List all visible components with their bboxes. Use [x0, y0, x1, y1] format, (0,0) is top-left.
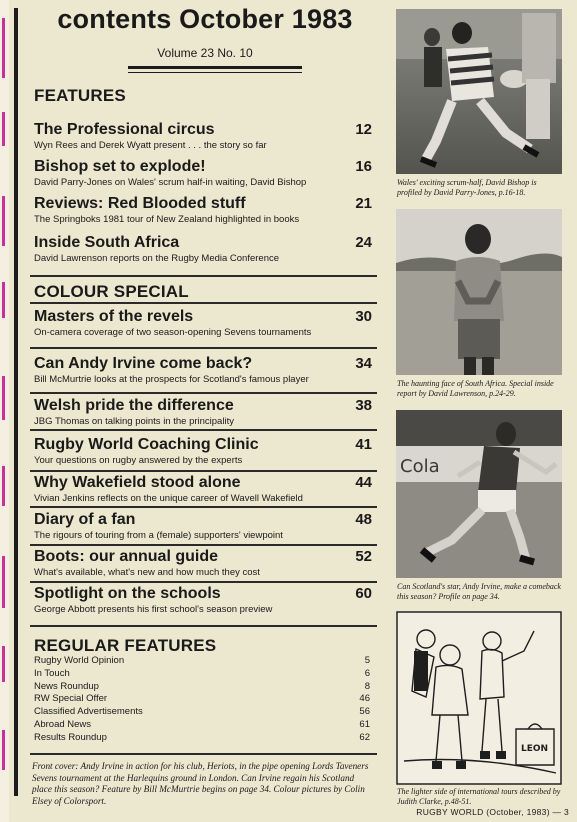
- contents-entry[interactable]: [34, 355, 372, 385]
- list-item[interactable]: [34, 693, 370, 706]
- section-divider: [30, 581, 377, 583]
- page-number: 21: [355, 195, 372, 212]
- item-label: Classified Advertisements: [34, 706, 143, 718]
- list-item[interactable]: [34, 655, 370, 668]
- item-label: RW Special Offer: [34, 693, 108, 705]
- entry-title: The Professional circus: [34, 121, 215, 138]
- contents-entry[interactable]: [34, 195, 372, 225]
- section-divider: [30, 544, 377, 546]
- contents-entry[interactable]: [34, 474, 372, 504]
- page-footer: RUGBY WORLD (October, 1983) — 3: [416, 807, 569, 817]
- page-number: 44: [355, 474, 372, 491]
- entry-description: The Springboks 1981 tour of New Zealand highlighted in books: [34, 214, 300, 225]
- entry-title: Why Wakefield stood alone: [34, 474, 241, 491]
- item-label: Results Roundup: [34, 731, 107, 743]
- page-number: 34: [355, 355, 372, 372]
- section-divider: [30, 302, 377, 304]
- contents-entry[interactable]: [34, 436, 372, 466]
- list-item[interactable]: [34, 719, 370, 732]
- page-number: 12: [355, 121, 372, 138]
- page-number: 61: [359, 718, 370, 730]
- page-title: contents October 1983: [57, 4, 353, 34]
- photo-andy-irvine: [396, 410, 562, 578]
- page-number: 56: [359, 706, 370, 718]
- page-number: 30: [355, 308, 372, 325]
- photo-caption: Can Scotland's star, Andy Irvine, make a comeback this season? Profile on page 34.: [397, 582, 561, 601]
- edge-color-mark: [2, 466, 5, 506]
- colour-special-heading: COLOUR SPECIAL: [34, 282, 189, 301]
- contents-entry[interactable]: [34, 308, 372, 338]
- edge-color-mark: [2, 196, 5, 246]
- photo-caption: The haunting face of South Africa. Special inside report by David Lawrenson, p.24-29.: [397, 379, 554, 398]
- contents-entry[interactable]: [34, 158, 372, 188]
- photo-caption: Wales' exciting scrum-half, David Bishop is profiled by David Parry-Jones, p.16-18.: [397, 178, 537, 197]
- entry-title: Bishop set to explode!: [34, 158, 206, 175]
- entry-description: David Parry-Jones on Wales' scrum half-in waiting, David Bishop: [34, 177, 307, 188]
- entry-description: JBG Thomas on talking points in the principality: [34, 416, 234, 427]
- section-divider: [30, 429, 377, 431]
- contents-entry[interactable]: [34, 234, 372, 264]
- page-number: 8: [364, 680, 370, 692]
- page-number: 6: [364, 667, 370, 679]
- page-number: 24: [355, 234, 372, 251]
- header-rule: [128, 72, 302, 73]
- page-number: 5: [364, 655, 370, 666]
- entry-title: Rugby World Coaching Clinic: [34, 436, 259, 453]
- contents-entry[interactable]: [34, 585, 372, 615]
- page-number: 62: [359, 731, 370, 743]
- entry-description: David Lawrenson reports on the Rugby Media Conference: [34, 253, 280, 264]
- page-number: 60: [355, 585, 372, 602]
- list-item[interactable]: [34, 681, 370, 694]
- volume-number: Volume 23 No. 10: [157, 46, 253, 60]
- edge-color-mark: [2, 282, 5, 318]
- list-item[interactable]: [34, 668, 370, 681]
- list-item[interactable]: [34, 706, 370, 719]
- edge-color-mark: [2, 18, 5, 78]
- vertical-rule: [14, 8, 18, 796]
- entry-title: Diary of a fan: [34, 511, 136, 528]
- section-divider: [30, 506, 377, 508]
- entry-description: On-camera coverage of two season-opening Sevens tournaments: [34, 327, 312, 338]
- entry-title: Boots: our annual guide: [34, 548, 218, 565]
- page-number: 38: [355, 397, 372, 414]
- item-label: Rugby World Opinion: [34, 655, 125, 666]
- edge-color-mark: [2, 730, 5, 770]
- cartoon-bag-label: LEON: [521, 744, 549, 754]
- item-label: News Roundup: [34, 680, 99, 692]
- entry-title: Reviews: Red Blooded stuff: [34, 195, 246, 212]
- contents-entry[interactable]: [34, 121, 372, 151]
- item-label: Abroad News: [34, 718, 92, 730]
- photo-caption: The lighter side of international tours described by Judith Clarke, p.48-51.: [397, 787, 561, 806]
- cartoon-illustration: [396, 611, 562, 785]
- entry-title: Masters of the revels: [34, 308, 194, 325]
- entry-description: What's available, what's new and how much they cost: [34, 567, 260, 578]
- section-divider: [30, 470, 377, 472]
- section-divider: [30, 625, 377, 627]
- entry-title: Can Andy Irvine come back?: [34, 355, 253, 372]
- contents-header: [24, 4, 386, 60]
- page-number: 16: [355, 158, 372, 175]
- entry-description: Vivian Jenkins reflects on the unique career of Wavell Wakefield: [34, 493, 303, 504]
- contents-entry[interactable]: [34, 511, 372, 541]
- entry-title: Inside South Africa: [34, 234, 180, 251]
- cola-sign: Cola: [400, 456, 440, 477]
- entry-description: The rigours of touring from a (female) supporters' viewpoint: [34, 530, 283, 541]
- section-divider: [30, 392, 377, 394]
- entry-description: Your questions on rugby answered by the experts: [34, 455, 243, 466]
- page-number: 52: [355, 548, 372, 565]
- header-rule: [128, 66, 302, 69]
- entry-description: George Abbott presents his first school's season preview: [34, 604, 273, 615]
- edge-color-mark: [2, 112, 5, 146]
- contents-entry[interactable]: [34, 548, 372, 578]
- item-label: In Touch: [34, 667, 70, 679]
- page-number: 46: [359, 693, 370, 705]
- section-divider: [30, 275, 377, 277]
- edge-color-mark: [2, 646, 5, 682]
- contents-entry[interactable]: [34, 397, 372, 427]
- regular-features-list: [34, 655, 370, 745]
- edge-color-mark: [2, 556, 5, 608]
- section-divider: [30, 347, 377, 349]
- entry-description: Wyn Rees and Derek Wyatt present . . . the story so far: [34, 140, 267, 151]
- page-number: 41: [355, 436, 372, 453]
- cover-note: Front cover: Andy Irvine in action for his club, Heriots, in the pipe opening Lords Taveners Sevens tournament at the Harlequins ground in London. Can Irvine regain his Scotland place this season? Feature by Bill McMurtrie begins on page 34. Colour pictures by Colin Elsey of Colorsport.: [32, 761, 369, 806]
- section-divider: [30, 753, 377, 755]
- page-number: 48: [355, 511, 372, 528]
- regular-features-heading: REGULAR FEATURES: [34, 636, 217, 655]
- edge-color-mark: [2, 376, 5, 420]
- entry-title: Welsh pride the difference: [34, 397, 234, 414]
- list-item[interactable]: [34, 732, 370, 745]
- photo-south-africa-boy: [396, 209, 562, 375]
- features-heading: FEATURES: [34, 86, 126, 105]
- photo-scrum-half: [396, 9, 562, 174]
- entry-description: Bill McMurtrie looks at the prospects for Scotland's famous player: [34, 374, 309, 385]
- entry-title: Spotlight on the schools: [34, 585, 221, 602]
